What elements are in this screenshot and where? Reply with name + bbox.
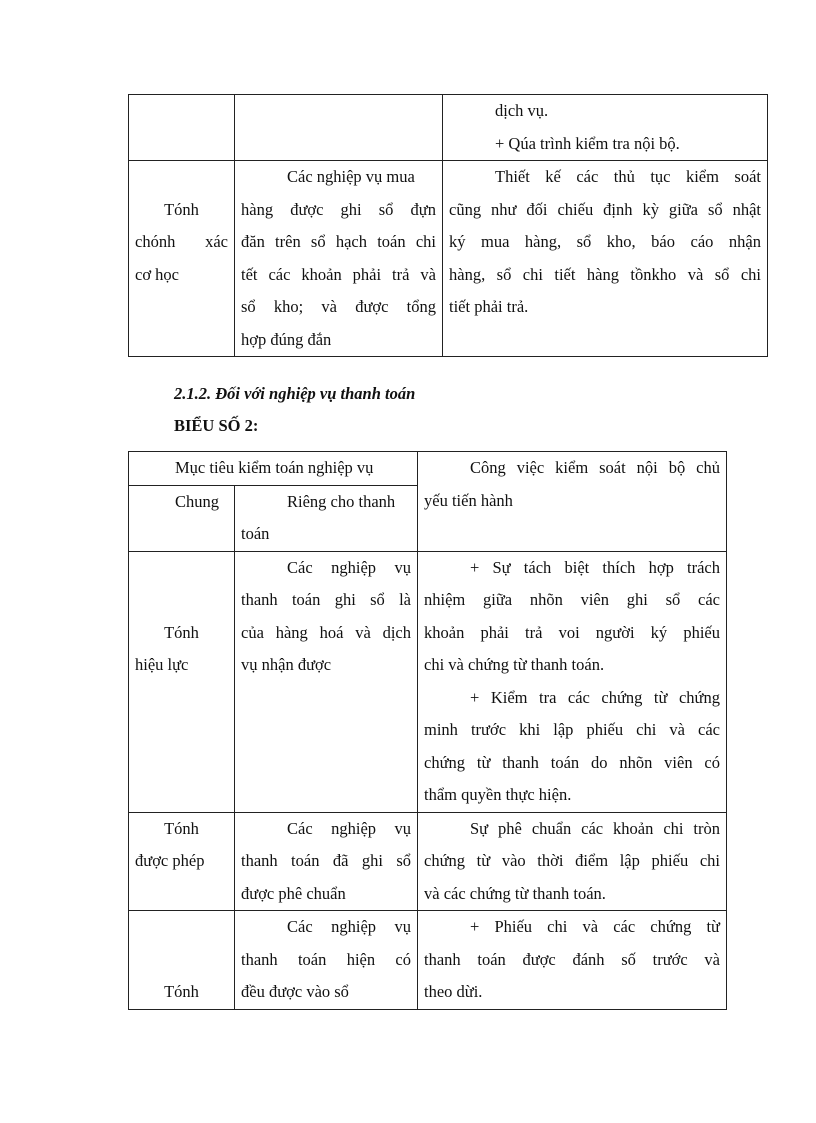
cell-control (418, 551, 727, 812)
text-line: minh trước khi lập phiếu chi và các (424, 720, 720, 739)
text-line: được phép (135, 851, 205, 870)
text-line: + Phiếu chi và các chứng từ (470, 917, 720, 936)
text-line: Các nghiệp vụ (287, 818, 411, 838)
cell-specific (235, 911, 418, 1010)
text-line: Mục tiêu kiểm toán nghiệp vụ (175, 458, 374, 477)
cell-control (418, 911, 727, 1010)
text-line: đăn trên sổ hạch toán chi (241, 232, 436, 251)
text-line: hàng được ghi sổ đựn (241, 199, 436, 219)
text-line: theo dừi. (424, 982, 483, 1001)
text-line: + Sự tách biệt thích hợp trách (470, 557, 720, 577)
text-line: toán (241, 524, 270, 543)
text-line: Thiết kế các thủ tục kiểm soát (495, 167, 761, 186)
cell-specific (235, 95, 443, 161)
text-line: cơ học (135, 264, 179, 284)
table-row (129, 161, 768, 357)
table-row (129, 911, 727, 1010)
text-line: vụ nhận được (241, 655, 332, 674)
text-line: của hàng hoá và dịch (241, 622, 411, 642)
text-line: thanh toán được đánh số trước và (424, 949, 720, 969)
text-line: Riêng cho thanh (287, 491, 396, 511)
section-heading: 2.1.2. Đối với nghiệp vụ thanh toán (174, 384, 416, 403)
table-row (129, 812, 727, 911)
table-row (129, 551, 727, 812)
text-line: Tónh (164, 818, 199, 838)
header-objectives (129, 452, 418, 486)
text-line: nhiệm giữa nhõn viên ghi sổ các (424, 590, 720, 609)
table-header-row (129, 452, 727, 486)
text-line: chi và chứng từ thanh toán. (424, 655, 605, 674)
text-line: hợp đúng đắn (241, 329, 332, 349)
text-line: + Qúa trình kiểm tra nội bộ. (495, 133, 680, 153)
cell-general (129, 95, 235, 161)
cell-general (129, 161, 235, 357)
header-controls (418, 452, 727, 552)
text-line: Sự phê chuẩn các khoản chi tròn (470, 818, 720, 838)
cell-control (443, 95, 768, 161)
cell-general (129, 812, 235, 911)
text-line: tiết phải trả. (449, 297, 529, 316)
cell-specific (235, 551, 418, 812)
text-line: Các nghiệp vụ mua (287, 167, 415, 186)
text-line: chónh xác (135, 232, 228, 251)
text-line: dịch vụ. (495, 101, 549, 120)
text-line: Công việc kiểm soát nội bộ chủ (470, 458, 720, 477)
text-line: cũng như đối chiếu định kỳ giữa sổ nhật (449, 199, 761, 219)
text-line: đều được vào sổ (241, 982, 349, 1001)
text-line: được phê chuẩn (241, 883, 346, 903)
text-line: Các nghiệp vụ (287, 917, 411, 936)
text-line: Tónh (164, 199, 199, 219)
text-line: chứng từ vào thời điểm lập phiếu chi (424, 851, 720, 870)
text-line: yếu tiến hành (424, 490, 513, 510)
table-payment-controls (128, 451, 727, 1010)
cell-specific (235, 161, 443, 357)
cell-general (129, 551, 235, 812)
text-line: khoản phải trả voi người ký phiếu (424, 622, 720, 642)
table-continuation (128, 94, 768, 357)
cell-general (129, 911, 235, 1010)
cell-control (443, 161, 768, 357)
text-line: Tónh (164, 982, 199, 1001)
header-general (129, 485, 235, 551)
text-line: sổ kho; và được tổng (241, 297, 436, 316)
text-line: Chung (175, 491, 220, 511)
text-line: hiệu lực (135, 655, 189, 674)
text-line: hàng, sổ chi tiết hàng tồnkho và sổ chi (449, 264, 761, 284)
table-caption: BIỂU SỐ 2: (174, 416, 259, 435)
text-line: ký mua hàng, sổ kho, báo cáo nhận (449, 232, 761, 251)
text-line: Các nghiệp vụ (287, 557, 411, 577)
text-line: + Kiểm tra các chứng từ chứng (470, 687, 720, 707)
text-line: thẩm quyền thực hiện. (424, 785, 572, 804)
text-line: thanh toán đã ghi sổ (241, 851, 411, 870)
cell-control (418, 812, 727, 911)
text-line: thanh toán hiện có (241, 949, 411, 969)
text-line: và các chứng từ thanh toán. (424, 883, 606, 903)
text-line: tết các khoản phải trả và (241, 264, 436, 284)
text-line: thanh toán ghi sổ là (241, 590, 411, 609)
table-row (129, 95, 768, 161)
text-line: chứng từ thanh toán do nhõn viên có (424, 752, 720, 772)
text-line: Tónh (164, 622, 199, 642)
cell-specific (235, 812, 418, 911)
header-specific (235, 485, 418, 551)
